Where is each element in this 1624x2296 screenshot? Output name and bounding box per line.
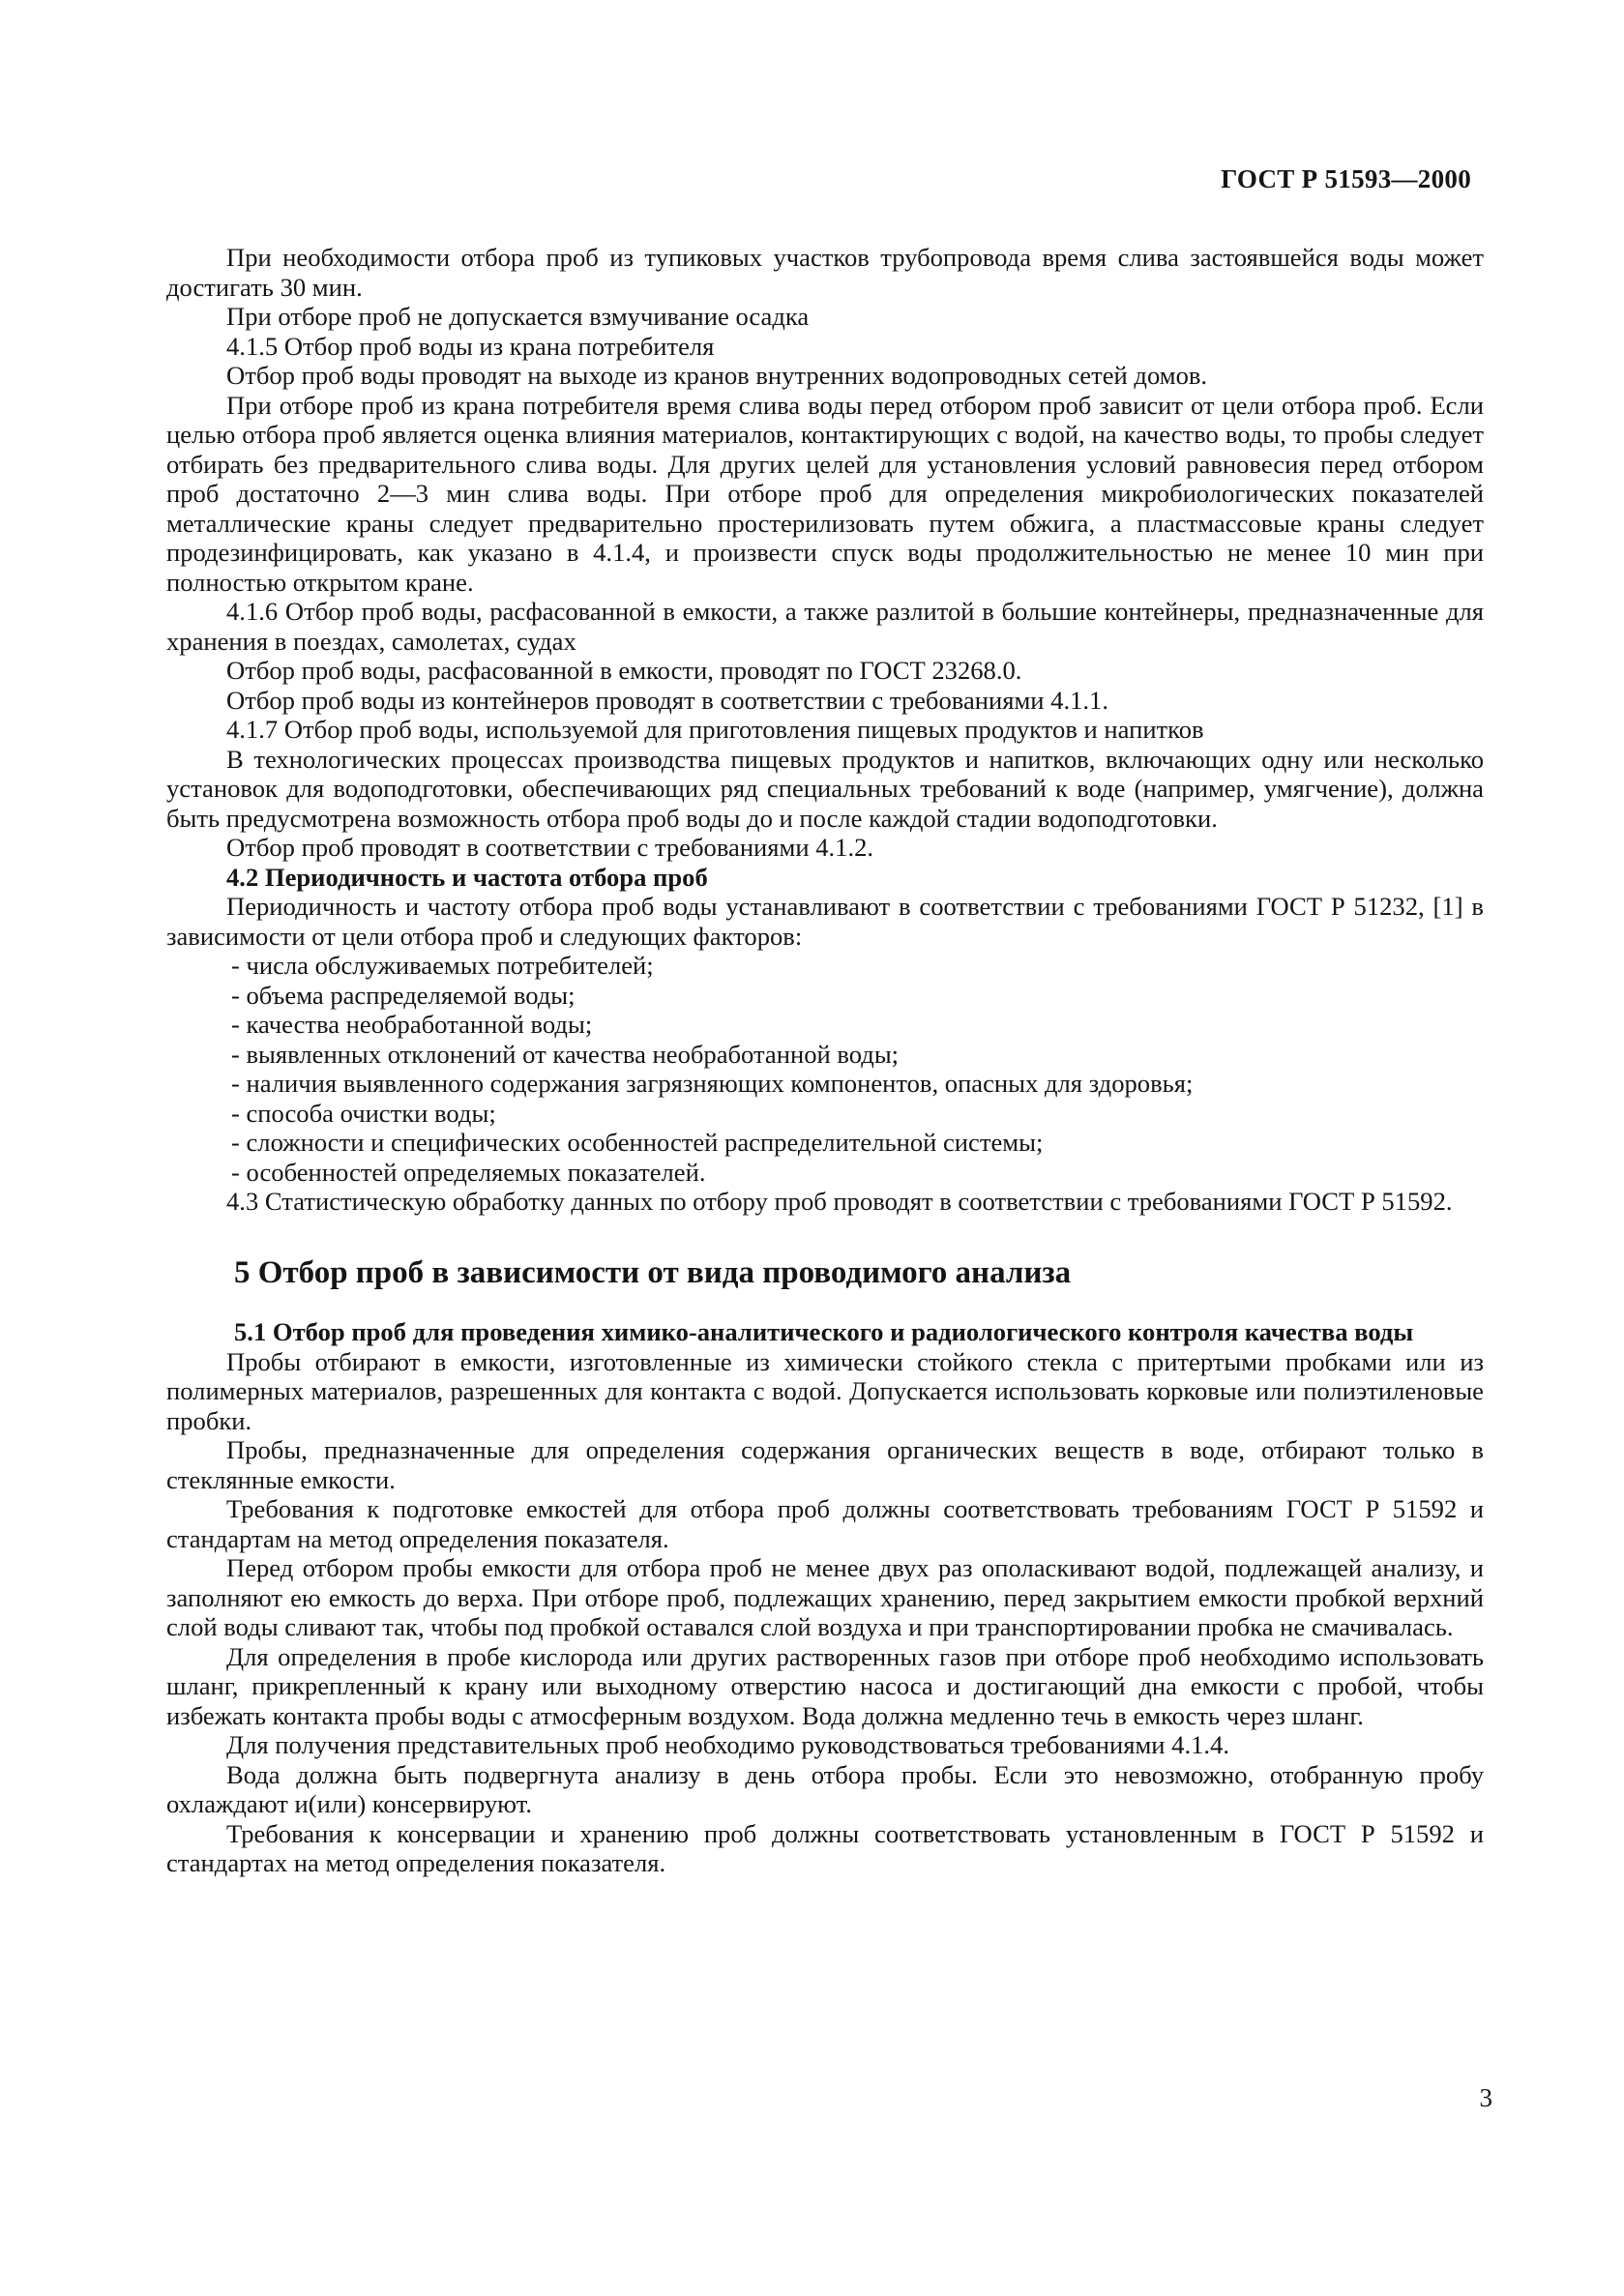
document-body xyxy=(166,243,1484,1878)
section-5-1-heading: 5.1 Отбор проб для проведения химико-аналитического и радиологического контроля качества воды xyxy=(234,1316,1414,1346)
list-item: - качества необработанной воды; xyxy=(231,1010,593,1039)
list-item: - объема распределяемой воды; xyxy=(231,980,576,1010)
document-header: ГОСТ Р 51593—2000 xyxy=(1221,164,1471,193)
subsection-heading: 4.1.5 Отбор проб воды из крана потребителя xyxy=(226,331,715,361)
section-4-2-heading: 4.2 Периодичность и частота отбора проб xyxy=(226,862,708,892)
paragraph: Для определения в пробе кислорода или других растворенных газов при отборе проб необходимо использовать шланг, прикрепленный к крану или выходному отверстию насоса и достигающий дна емкости с пробой, чтобы избежать контакта пробы воды с атмосферным воздухом. Вода должна медленно течь в емкость через шланг. xyxy=(166,1641,1484,1730)
section-4-2-intro: Периодичность и частоту отбора проб воды устанавливают в соответствии с требованиями ГОСТ Р 51232, [1] в зависимости от цели отбора проб и следующих факторов: xyxy=(166,892,1484,951)
paragraph: Отбор проб воды проводят на выходе из кранов внутренних водопроводных сетей домов. xyxy=(226,361,1208,390)
list-item: - наличия выявленного содержания загрязняющих компонентов, опасных для здоровья; xyxy=(231,1069,1194,1098)
paragraph: В технологических процессах производства пищевых продуктов и напитков, включающих одну или несколько установок для водоподготовки, обеспечивающих ряд специальных требований к воде (например, умягчение), должна быть предусмотрена возможность отбора проб воды до и после каждой стадии водоподготовки. xyxy=(166,744,1484,833)
paragraph-4-3: 4.3 Статистическую обработку данных по отбору проб проводят в соответствии с требованиями ГОСТ Р 51592. xyxy=(226,1187,1453,1216)
list-item: - выявленных отклонений от качества необработанной воды; xyxy=(231,1039,900,1069)
paragraph: При отборе проб из крана потребителя время слива воды перед отбором проб зависит от цели отбора проб. Если целью отбора проб является оценка влияния материалов, контактирующих с водой, на качество воды, то пробы следует отбирать без предварительного слива воды. Для других целей для установления условий равновесия перед отбором проб достаточно 2—3 мин слива воды. При отборе проб для определения микробиологических показателей металлические краны следует предварительно простерилизовать путем обжига, а пластмассовые краны следует продезинфицировать, как указано в 4.1.4, и произвести спуск воды продолжительностью не менее 10 мин при полностью открытом кране. xyxy=(166,390,1484,597)
list-item: - особенностей определяемых показателей. xyxy=(231,1157,706,1187)
subsection-heading: 4.1.7 Отбор проб воды, используемой для приготовления пищевых продуктов и напитков xyxy=(226,715,1204,744)
paragraph: Пробы, предназначенные для определения содержания органических веществ в воде, отбирают только в стеклянные емкости. xyxy=(166,1435,1484,1494)
section-5-heading: 5 Отбор проб в зависимости от вида проводимого анализа xyxy=(234,1254,1072,1290)
paragraph: Требования к консервации и хранению проб должны соответствовать установленным в ГОСТ Р 51592 и стандартах на метод определения показателя. xyxy=(166,1818,1484,1877)
paragraph: Вода должна быть подвергнута анализу в день отбора пробы. Если это невозможно, отобранную пробу охлаждают и(или) консервируют. xyxy=(166,1759,1484,1818)
paragraph: Отбор проб воды, расфасованной в емкости, проводят по ГОСТ 23268.0. xyxy=(226,656,1022,685)
paragraph: При отборе проб не допускается взмучивание осадка xyxy=(226,302,810,331)
paragraph: Для получения представительных проб необходимо руководствоваться требованиями 4.1.4. xyxy=(226,1730,1230,1759)
page-number: 3 xyxy=(1479,2083,1492,2112)
paragraph: Пробы отбирают в емкости, изготовленные из химически стойкого стекла с притертыми пробками или из полимерных материалов, разрешенных для контакта с водой. Допускается использовать корковые или полиэтиленовые пробки. xyxy=(166,1346,1484,1435)
paragraph: При необходимости отбора проб из тупиковых участков трубопровода время слива застоявшейся воды может достигать 30 мин. xyxy=(166,243,1484,302)
list-item: - сложности и специфических особенностей распределительной системы; xyxy=(231,1128,1044,1157)
paragraph: Требования к подготовке емкостей для отбора проб должны соответствовать требованиям ГОСТ Р 51592 и стандартам на метод определения показателя. xyxy=(166,1494,1484,1553)
list-item: - числа обслуживаемых потребителей; xyxy=(231,951,654,980)
paragraph: Перед отбором пробы емкости для отбора проб не менее двух раз ополаскивают водой, подлежащей анализу, и заполняют ею емкость до верха. При отборе проб, подлежащих хранению, перед закрытием емкости пробкой верхний слой воды сливают так, чтобы под пробкой оставался слой воздуха и при транспортировании пробка не смачивалась. xyxy=(166,1553,1484,1641)
paragraph: Отбор проб воды из контейнеров проводят в соответствии с требованиями 4.1.1. xyxy=(226,685,1108,715)
list-item: - способа очистки воды; xyxy=(231,1098,496,1128)
paragraph: Отбор проб проводят в соответствии с требованиями 4.1.2. xyxy=(226,833,874,862)
subsection-heading: 4.1.6 Отбор проб воды, расфасованной в емкости, а также разлитой в большие контейнеры, предназначенные для хранения в поездах, самолетах, судах xyxy=(166,597,1484,656)
